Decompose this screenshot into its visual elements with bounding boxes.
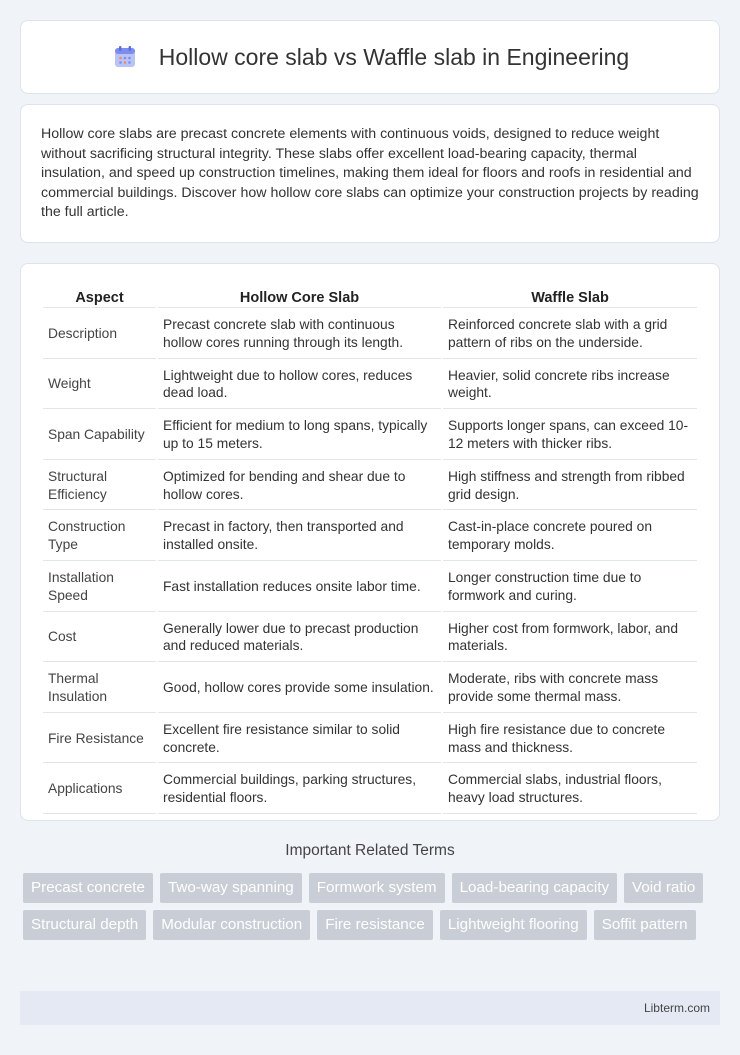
header-waffle-slab: Waffle Slab [443,286,697,308]
row-hollow-core: Precast concrete slab with continuous hollow cores running through its length. [158,310,441,359]
header-aspect: Aspect [43,286,156,308]
row-aspect: Structural Efficiency [43,462,156,511]
table-row [43,614,697,663]
row-hollow-core: Good, hollow cores provide some insulation. [158,664,441,713]
row-aspect: Construction Type [43,512,156,561]
table-header-row [43,286,697,308]
intro-paragraph: Hollow core slabs are precast concrete elements with continuous voids, designed to reduce weight without sacrificing structural integrity. These slabs offer excellent load-bearing capacity, thermal insulation, and speed up construction timelines, making them ideal for floors and roofs in residential and commercial buildings. Discover how hollow core slabs can optimize your construction projects by reading the full article. [41,126,699,221]
related-terms-list [23,873,723,940]
row-waffle: Supports longer spans, can exceed 10-12 meters with thicker ribs. [443,411,697,460]
table-row [43,361,697,410]
term-tag[interactable]: Load-bearing capacity [452,873,617,903]
table-row [43,563,697,612]
row-hollow-core: Optimized for bending and shear due to hollow cores. [158,462,441,511]
term-tag[interactable]: Modular construction [153,910,310,940]
footer [20,991,720,1025]
row-waffle: Cast-in-place concrete poured on temporary molds. [443,512,697,561]
row-waffle: Longer construction time due to formwork and curing. [443,563,697,612]
row-hollow-core: Lightweight due to hollow cores, reduces dead load. [158,361,441,410]
row-hollow-core: Commercial buildings, parking structures, residential floors. [158,765,441,814]
term-tag[interactable]: Soffit pattern [594,910,696,940]
row-aspect: Cost [43,614,156,663]
row-hollow-core: Fast installation reduces onsite labor time. [158,563,441,612]
comparison-table-card [20,263,720,821]
row-aspect: Fire Resistance [43,715,156,764]
row-waffle: Commercial slabs, industrial floors, heavy load structures. [443,765,697,814]
row-aspect: Description [43,310,156,359]
row-aspect: Applications [43,765,156,814]
term-tag[interactable]: Precast concrete [23,873,153,903]
term-tag[interactable]: Lightweight flooring [440,910,587,940]
footer-site-link[interactable]: Libterm.com [643,1001,710,1015]
row-waffle: High fire resistance due to concrete mass and thickness. [443,715,697,764]
row-aspect: Weight [43,361,156,410]
row-hollow-core: Precast in factory, then transported and installed onsite. [158,512,441,561]
row-waffle: Higher cost from formwork, labor, and materials. [443,614,697,663]
row-waffle: Heavier, solid concrete ribs increase weight. [443,361,697,410]
term-tag[interactable]: Void ratio [624,873,703,903]
page-title: Hollow core slab vs Waffle slab in Engineering [158,43,630,70]
related-terms-title: Important Related Terms [285,842,455,859]
table-row [43,462,697,511]
table-row [43,715,697,764]
row-hollow-core: Efficient for medium to long spans, typically up to 15 meters. [158,411,441,460]
term-tag[interactable]: Two-way spanning [160,873,302,903]
comparison-table [41,284,699,816]
row-hollow-core: Generally lower due to precast production and reduced materials. [158,614,441,663]
row-waffle: Reinforced concrete slab with a grid pattern of ribs on the underside. [443,310,697,359]
table-row [43,411,697,460]
row-aspect: Installation Speed [43,563,156,612]
term-tag[interactable]: Structural depth [23,910,146,940]
row-waffle: High stiffness and strength from ribbed grid design. [443,462,697,511]
row-waffle: Moderate, ribs with concrete mass provide some thermal mass. [443,664,697,713]
term-tag[interactable]: Fire resistance [317,910,433,940]
row-aspect: Span Capability [43,411,156,460]
header-hollow-core-slab: Hollow Core Slab [158,286,441,308]
table-row [43,765,697,814]
intro-card [20,104,720,243]
calendar-icon [111,43,139,71]
table-row [43,310,697,359]
row-aspect: Thermal Insulation [43,664,156,713]
row-hollow-core: Excellent fire resistance similar to solid concrete. [158,715,441,764]
table-row [43,512,697,561]
header-card [20,20,720,94]
term-tag[interactable]: Formwork system [309,873,445,903]
table-row [43,664,697,713]
